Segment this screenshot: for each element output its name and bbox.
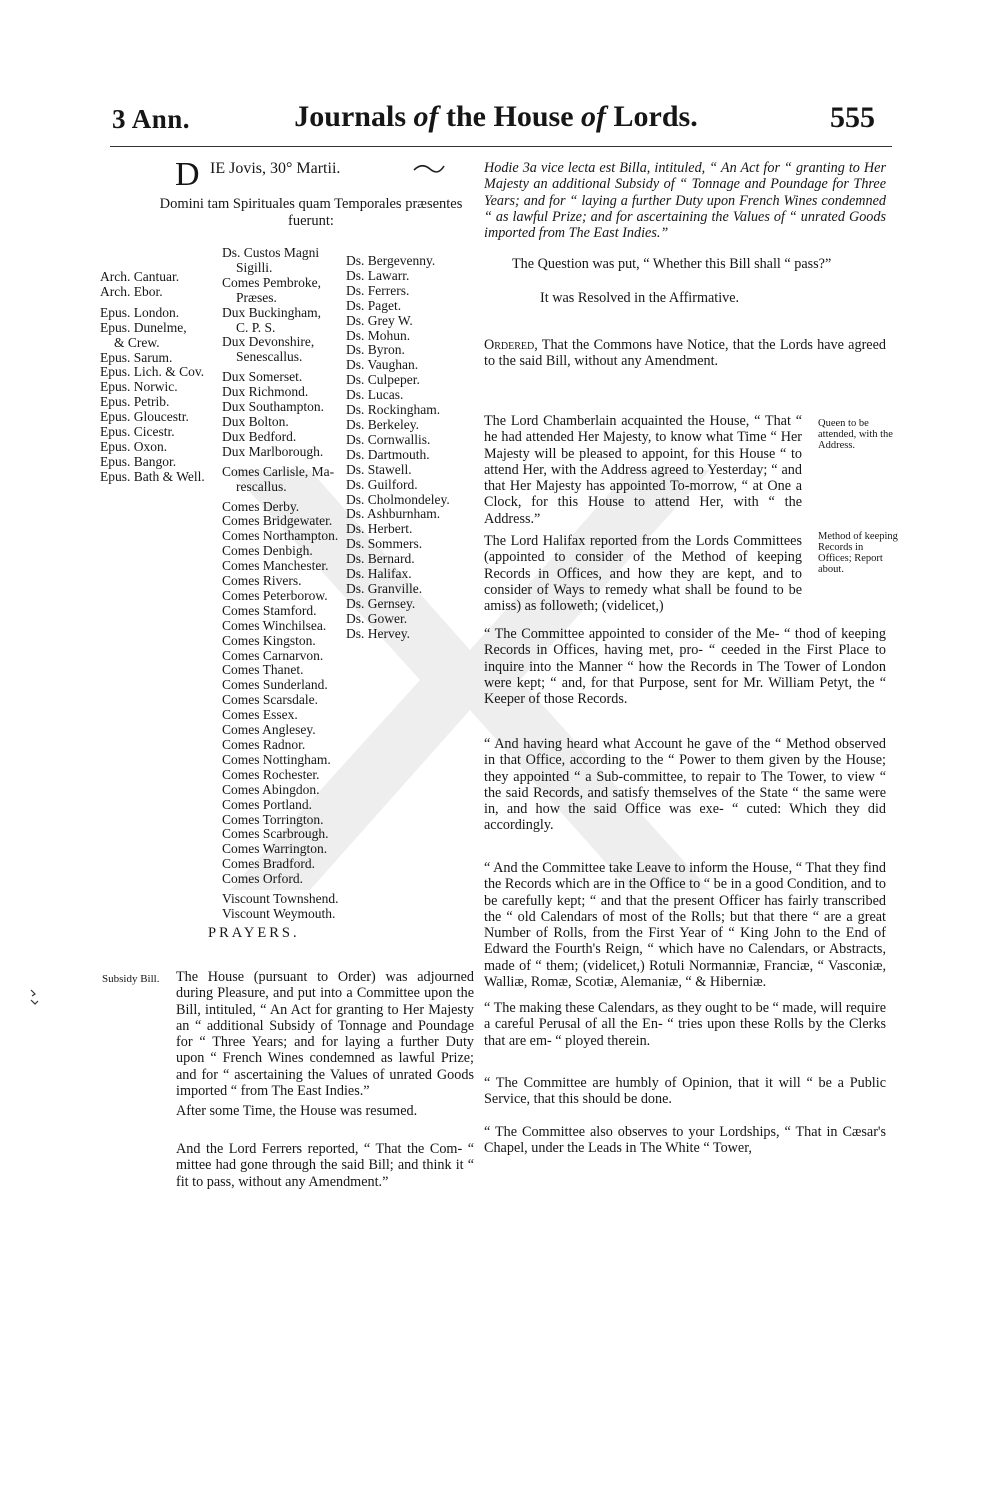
- col3-entry: Ds. Gower.: [346, 610, 408, 626]
- col3-entry: Ds. Vaughan.: [346, 357, 419, 373]
- col2-entry: Dux Somerset.: [222, 369, 303, 385]
- date-line: IE Jovis, 30° Martii.: [210, 160, 341, 177]
- col1-entry: Epus. Oxon.: [100, 438, 168, 454]
- col2-entry: Comes Winchilsea.: [222, 617, 327, 633]
- third-reading-paragraph: Hodie 3a vice lecta est Billa, intituled, “ An Act for “ granting to Her Majesty an additional Subsidy of “ Tonnage and Poundage for Three Years; and for “ laying a further Duty upon French Wines condemned “ as lawful Prize; and for ascertaining the Values of “ unrated Goods imported from The East Indies.”: [484, 160, 886, 242]
- col3-entry: Ds. Byron.: [346, 342, 405, 358]
- margin-note-subsidy: Subsidy Bill.: [102, 973, 160, 985]
- col2-entry: Dux Richmond.: [222, 384, 309, 400]
- attendance-heading: Domini tam Spirituales quam Temporales præsentes fuerunt:: [159, 196, 463, 229]
- attendance-column-barons: [346, 254, 450, 642]
- attendance-column-peers: [222, 246, 339, 922]
- col1-entry: Arch. Cantuar.: [100, 269, 180, 284]
- col1-entry: Epus. Lich. & Cov.: [100, 364, 205, 380]
- committee-paragraph-6: “ The Committee also observes to your Lordships, “ That in Cæsar's Chapel, under the Leads in The White “ Tower,: [484, 1124, 886, 1157]
- col3-entry: Ds. Mohun.: [346, 327, 411, 343]
- col2-entry: Comes Essex.: [222, 707, 298, 723]
- resumed-paragraph: After some Time, the House was resumed.: [176, 1103, 418, 1119]
- col3-entry: Ds. Gernsey.: [346, 595, 416, 611]
- col3-entry: Ds. Paget.: [346, 297, 402, 313]
- col3-entry: Ds. Bergevenny.: [346, 253, 436, 268]
- col3-entry: Ds. Cholmondeley.: [346, 491, 450, 507]
- col2-entry: Comes Northampton.: [222, 528, 339, 544]
- col2-entry: Viscount Weymouth.: [222, 905, 336, 921]
- ordered-paragraph: Ordered, That the Commons have Notice, that the Lords have agreed to the said Bill, without any Amendment.: [484, 337, 886, 370]
- col1-entry: Epus. Sarum.: [100, 349, 173, 365]
- col2-entry: Comes Manchester.: [222, 558, 329, 574]
- col2-entry: Comes Pembroke,: [222, 274, 321, 290]
- col2-entry: Comes Sunderland.: [222, 677, 328, 693]
- committee-paragraph-1: “ The Committee appointed to consider of the Me- “ thod of keeping Records in Offices, having met, pro- “ ceeded in the First Place to inquire into the Manner “ how the Records in The Tower of London were kept; “ and, for that Purpose, sent for Mr. William Petyt, the “ Keeper of those Records.: [484, 626, 886, 708]
- col2-entry: Comes Carlisle, Ma-: [222, 463, 335, 479]
- col3-entry: Ds. Ferrers.: [346, 282, 410, 298]
- col2-entry: Comes Radnor.: [222, 737, 306, 752]
- col2-entry: Comes Abingdon.: [222, 781, 320, 797]
- col3-entry: Ds. Cornwallis.: [346, 431, 431, 447]
- col3-entry: Ds. Lucas.: [346, 387, 404, 403]
- col1-entry: Epus. Bath & Well.: [100, 468, 205, 484]
- col2-entry: Comes Carnarvon.: [222, 647, 324, 663]
- col2-entry: Dux Devonshire,: [222, 334, 315, 350]
- committee-paragraph-5: “ The Committee are humbly of Opinion, that it will “ be a Public Service, that this should be done.: [484, 1075, 886, 1108]
- col3-entry: Ds. Dartmouth.: [346, 446, 430, 462]
- prayers-heading: PRAYERS.: [208, 925, 300, 941]
- col2-entry: Comes Denbigh.: [222, 543, 313, 559]
- col2-entry: Ds. Custos Magni: [222, 245, 320, 260]
- col2-entry: Comes Rochester.: [222, 766, 320, 782]
- col2-entry: Comes Torrington.: [222, 811, 324, 827]
- col1-entry: Arch. Ebor.: [100, 283, 163, 299]
- col2-entry: Comes Stamford.: [222, 602, 317, 618]
- col2-entry: Dux Southampton.: [222, 399, 325, 415]
- committee-paragraph-2: “ And having heard what Account he gave of the “ Method observed in that Office, according to the “ Power to them given by the House; they appointed “ a Sub-committee, to repair to The Tower, to view “ the said Records, and satisfy themselves of the State “ the same were in, and how the said Office was exe- “ cuted: Which they did accordingly.: [484, 736, 886, 834]
- margin-note-method: Method of keeping Records in Offices; Report about.: [818, 531, 898, 575]
- halifax-report-paragraph: The Lord Halifax reported from the Lords Committees (appointed to consider of the Method of keeping Records in Offices, and how they are kept, and to consider of Ways to remedy what shall be found to be amiss) as followeth; (videlicet,): [484, 533, 802, 615]
- col2-entry: rescallus.: [236, 478, 287, 494]
- col2-entry: C. P. S.: [236, 319, 276, 335]
- col2-entry: Comes Portland.: [222, 796, 312, 812]
- col2-entry: Sigilli.: [236, 259, 273, 275]
- subsidy-paragraph: The House (pursuant to Order) was adjourned during Pleasure, and put into a Committee upon the Bill, intituled, “ An Act for granting to Her Majesty an “ additional Subsidy of Tonnage and Poundage for “ Three Years; and for laying a further Duty upon “ French Wines condemned as lawful Prize; and for “ ascertaining the Values of unrated Goods imported “ from The East Indies.”: [176, 969, 474, 1100]
- col2-entry: Comes Peterborow.: [222, 587, 328, 603]
- committee-paragraph-3: “ And the Committee take Leave to inform the House, “ That they find the Records which are in the Office to “ be in a good Condition, and to be carefully kept; “ and that the present Officer has fairly transcribed the “ old Calendars of most of the Rolls; but that there “ are a great Number of Rolls, from the First Year of “ King John to the End of Edward the Fourth's Reign, “ which have no Calendars, or Abstracts, made of “ them; (videlicet,) Rotuli Normanniæ, Franciæ, “ Vasconiæ, Walliæ, Romæ, Scotiæ, Alemaniæ, “ & Hiberniæ.: [484, 860, 886, 991]
- col1-entry: Epus. Cicestr.: [100, 424, 175, 440]
- margin-note-queen: Queen to be attended, with the Address.: [818, 418, 893, 451]
- col3-entry: Ds. Berkeley.: [346, 416, 419, 432]
- col2-entry: Comes Kingston.: [222, 632, 316, 648]
- col3-entry: Ds. Bernard.: [346, 551, 415, 567]
- running-head-year: 3 Ann.: [112, 104, 191, 134]
- col3-entry: Ds. Herbert.: [346, 521, 413, 537]
- col2-entry: Dux Marlborough.: [222, 443, 324, 459]
- col2-entry: Comes Warrington.: [222, 841, 328, 857]
- col3-entry: Ds. Lawarr.: [346, 267, 410, 283]
- resolved-line: It was Resolved in the Affirmative.: [540, 290, 740, 306]
- col3-entry: Ds. Granville.: [346, 580, 423, 596]
- col1-entry: Epus. London.: [100, 304, 180, 320]
- col3-entry: Ds. Guilford.: [346, 476, 418, 492]
- col1-entry: & Crew.: [114, 334, 160, 350]
- col2-entry: Comes Derby.: [222, 498, 300, 514]
- col2-entry: Comes Rivers.: [222, 573, 302, 589]
- col2-entry: Comes Thanet.: [222, 662, 304, 678]
- margin-marks: [28, 988, 42, 1008]
- col3-entry: Ds. Sommers.: [346, 536, 423, 552]
- col1-entry: Epus. Gloucestr.: [100, 409, 189, 425]
- running-head-title: Journals of the House of Lords.: [294, 100, 698, 133]
- col1-entry: Epus. Norwic.: [100, 379, 178, 395]
- col2-entry: Viscount Townshend.: [222, 891, 339, 907]
- chamberlain-paragraph: The Lord Chamberlain acquainted the House, “ That “ he had attended Her Majesty, to know what Time “ Her Majesty will be pleased to appoint, for this House “ to attend Her, with the Address agreed to Yesterday; “ and that Her Majesty has appointed To-morrow, “ at One a Clock, for this House to attend Her, with “ the Address.”: [484, 413, 802, 527]
- col2-entry: Comes Bridgewater.: [222, 513, 333, 529]
- col2-entry: Comes Orford.: [222, 871, 303, 887]
- col3-entry: Ds. Culpeper.: [346, 372, 420, 388]
- col2-entry: Comes Scarbrough.: [222, 826, 329, 842]
- ferrers-report-paragraph: And the Lord Ferrers reported, “ That the Com- “ mittee had gone through the said Bill; and think it “ fit to pass, without any Amendment.”: [176, 1141, 474, 1190]
- page-number: 555: [830, 101, 875, 134]
- col2-entry: Dux Buckingham,: [222, 304, 321, 320]
- col2-entry: Dux Bedford.: [222, 428, 297, 444]
- col2-entry: Præses.: [236, 289, 277, 305]
- flourish-mark: [412, 160, 446, 174]
- col3-entry: Ds. Rockingham.: [346, 402, 441, 418]
- col1-entry: Epus. Petrib.: [100, 394, 170, 410]
- col2-entry: Comes Nottingham.: [222, 751, 331, 767]
- col2-entry: Comes Bradford.: [222, 856, 315, 872]
- attendance-column-bishops: [100, 270, 205, 485]
- col2-entry: Senescallus.: [236, 349, 303, 365]
- col3-entry: Ds. Stawell.: [346, 461, 412, 477]
- col3-entry: Ds. Hervey.: [346, 625, 410, 641]
- col2-entry: Dux Bolton.: [222, 413, 289, 429]
- col1-entry: Epus. Dunelme,: [100, 319, 187, 335]
- col2-entry: Comes Scarsdale.: [222, 692, 318, 708]
- col1-entry: Epus. Bangor.: [100, 453, 177, 469]
- col2-entry: Comes Anglesey.: [222, 722, 316, 738]
- date-initial: D: [175, 156, 200, 193]
- col3-entry: Ds. Ashburnham.: [346, 506, 441, 522]
- question-paragraph: The Question was put, “ Whether this Bill shall “ pass?”: [512, 256, 832, 272]
- committee-paragraph-4: “ The making these Calendars, as they ought to be “ made, will require a careful Perusal of all the En- “ tries upon these Rolls by the Clerks that are em- “ ployed therein.: [484, 1000, 886, 1049]
- header-rule: [110, 146, 892, 147]
- col3-entry: Ds. Grey W.: [346, 312, 413, 328]
- col3-entry: Ds. Halifax.: [346, 566, 412, 582]
